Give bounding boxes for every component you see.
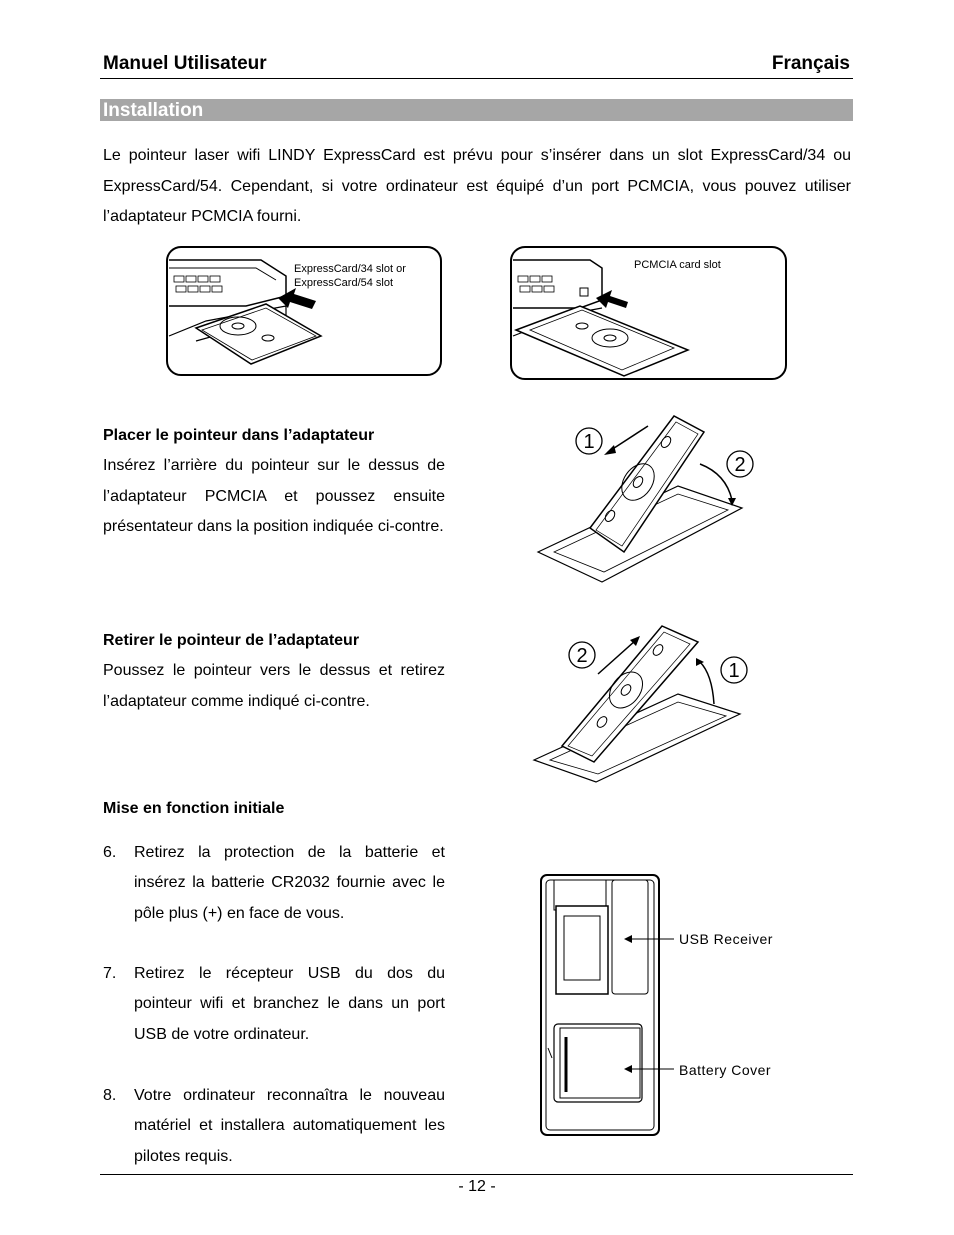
mise-heading: Mise en fonction initiale (103, 800, 285, 817)
list-number: 6. (103, 844, 117, 861)
pcmcia-slot-illustration (510, 246, 787, 380)
list-item (103, 959, 445, 1051)
remove-step-1: 1 (728, 660, 740, 682)
list-text: Retirez la protection de la batterie et insérez la batterie CR2032 fournie avec le pôle plus (+) en face de vous. (134, 844, 445, 922)
battery-cover-label: Battery Cover (679, 1062, 772, 1078)
remove-pointer-illustration (528, 622, 768, 784)
list-text: Votre ordinateur reconnaîtra le nouveau matériel et installera automatiquement les pilotes requis. (134, 1087, 445, 1165)
express-slot-label-2: ExpressCard/54 slot (294, 277, 394, 289)
header-language: Français (771, 53, 850, 74)
list-text: Retirez le récepteur USB du dos du pointeur wifi et branchez le dans un port USB de votre ordinateur. (134, 965, 445, 1043)
placer-text: Insérez l’arrière du pointeur sur le dessus de l’adaptateur PCMCIA et poussez ensuite présentateur dans la position indiquée ci-contre. (103, 457, 445, 535)
list-number: 8. (103, 1087, 117, 1104)
insert-step-1: 1 (583, 431, 595, 453)
retirer-heading: Retirer le pointeur de l’adaptateur (103, 632, 360, 649)
list-item (103, 1081, 445, 1173)
list-number: 7. (103, 965, 117, 982)
section-bar (100, 99, 853, 121)
header-rule (100, 78, 853, 79)
page-number: - 12 - (458, 1178, 496, 1195)
insert-step-2: 2 (734, 454, 746, 476)
list-item (103, 838, 445, 930)
section-title: Installation (103, 100, 204, 121)
pointer-back-illustration (538, 872, 788, 1138)
header-title: Manuel Utilisateur (103, 53, 267, 74)
pcmcia-slot-label: PCMCIA card slot (634, 259, 721, 271)
express-slot-label-1: ExpressCard/34 slot or (294, 263, 406, 275)
placer-heading: Placer le pointeur dans l’adaptateur (103, 427, 375, 444)
intro-paragraph: Le pointeur laser wifi LINDY ExpressCard est prévu pour s’insérer dans un slot ExpressCard/34 ou ExpressCard/54. Cependant, si votre ordinateur est équipé d’un port PCMCIA, vous pouvez utiliser l’adaptateur PCMCIA fourni. (103, 147, 851, 225)
footer-rule (100, 1174, 853, 1175)
retirer-text: Poussez le pointeur vers le dessus et retirez l’adaptateur comme indiqué ci-contre. (103, 662, 445, 710)
insert-pointer-illustration (528, 412, 768, 588)
remove-step-2: 2 (576, 645, 588, 667)
usb-receiver-label: USB Receiver (679, 931, 773, 947)
expresscard-slot-illustration (166, 246, 442, 376)
